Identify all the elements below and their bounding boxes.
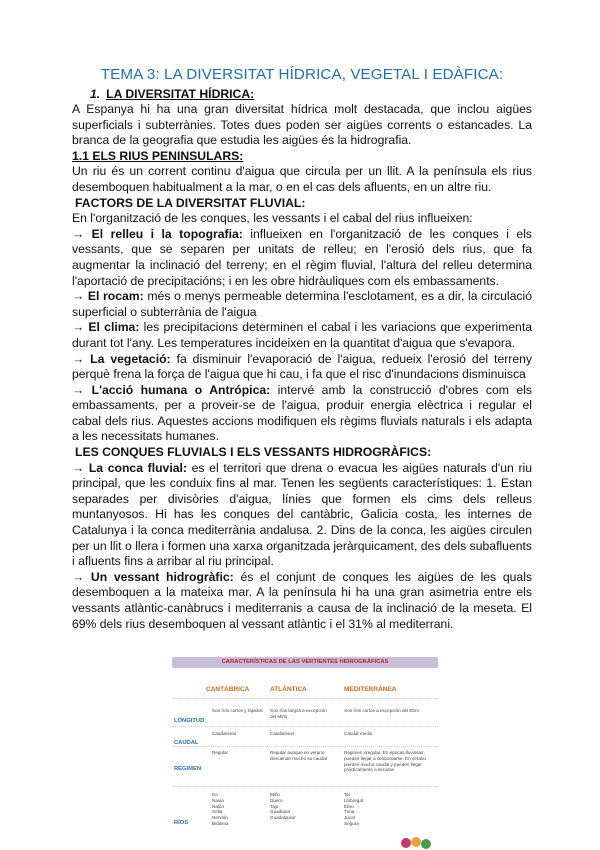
section-1-1-heading: 1.1 ELS RIUS PENINSULARS: — [72, 148, 244, 163]
table-cell: Regular — [212, 750, 229, 755]
factor-label: → L'acció humana o Antrópica: — [72, 382, 271, 397]
factor-text: fa disminuir l'evaporació de l'aigua, redueix l'erosió del terreny perquè frena la força de l'aigua que hi cau, i fa que el risc d'inundacions disminuisca — [72, 351, 532, 382]
row-header-regimen: RÉGIMEN — [174, 766, 202, 772]
row-divider — [172, 786, 438, 787]
factor-text: intervé amb la construcció d'obres com els embassaments, per a proveir-se de l'aigua, produir energia elèctrica i regular el cabal dels rius. Aquestes accions modifiquen els règims fluvials naturals i els adapta a les necessitats humanes. — [72, 382, 532, 444]
table-cell: Son ríos cortos y rápidos — [212, 708, 263, 713]
factor-text: influeixen en l'organització de les conques i els vessants, que se separen per unitats de relleu; en l'erosió dels rius, que fa augmentar la inclinació del terreny; en el règim fluvial, l'altura del relleu determina l'aportació de precipitacións; i en les obre hidràuliques com els embassaments. — [72, 226, 532, 288]
vessant-text: és el conjunt de conques les aigües de les quals desemboquen a la mateixa mar. A la península hi ha una gran asimetria entre els vessants atlàntic-canàbrucs i mediterranis a causa de la inclinació de la meseta. El 69% dels rius desemboquen al vessant atlàntic i el 31% al mediterrani. — [72, 569, 533, 631]
table-cell: Régimen irregular. En épocas lluviosas pueden llegar a desbordarse. En verano pierden mucho caudal y pueden llegar prácticamente a secarse — [344, 750, 426, 773]
row-divider — [172, 698, 438, 699]
table-cell: Eo Navia Nalón Sella Nervión Bidasoa — [212, 792, 229, 826]
conca-fluvial — [72, 461, 532, 570]
factor-accio-humana — [72, 383, 532, 445]
heading-1-text: LA DIVERSITAT HÍDRICA: — [106, 87, 255, 101]
table-cell: Caudal medio — [344, 731, 373, 736]
conca-text: es el territori que drena o evacua les aigües naturals d'un riu principal, que les conduix fins al mar. Tenen les següents característiques: 1. Estan separades per divisòries d'aigua, línies que formen els cims dels relleus muntanyosos. Hi has les conques del cantàbric, Galicia costa, les internes de Catalunya i la conca mediterrània andalusa. 2. Dins de la conca, les aigües circulen per un llit o llera i formen una xarxa organitzada jeràrquicament, des dels subafluents i afluents fins a arribar al riu principal. — [72, 460, 532, 569]
factor-label: → El relleu i la topografia: — [72, 226, 243, 241]
factor-vegetacio — [72, 352, 532, 383]
factor-rocam — [72, 289, 532, 320]
col-header-mediterranea: MEDITERRÁNEA — [344, 686, 397, 693]
row-header-longitud: LONGITUD — [174, 718, 205, 724]
factor-text: més o menys permeable determina l'esclotament, es a dir, la circulació superficial o subterrània de l'aigua — [72, 289, 532, 319]
intro-paragraph: A Espanya hi ha una gran diversitat hídrica molt destacada, que inclou aigües superficials i subterrànies. Totes dues poden ser aigües corrents o estancades. La branca de la geografia que estudia les aigües és la hidrografia. — [72, 102, 532, 148]
factor-text: les precipitacions determinen el cabal i les variacions que experimenta durant tot l'any. Les temperatures incideixen en la quantitat d'aigua que s'evapora. — [72, 320, 533, 350]
factor-clima — [72, 320, 532, 351]
heading-1-number: 1. — [90, 87, 101, 101]
vessant-hidrografic — [72, 570, 532, 632]
table-cell: Caudalosos — [270, 731, 295, 736]
document-page — [72, 66, 532, 632]
conques-heading: LES CONQUES FLUVIALS I ELS VESSANTS HIDROGRÀFICS: — [75, 445, 432, 460]
river-definition: Un riu és un corrent continu d'aigua que circula per un llit. A la península els rius desemboquen habitualment a la mar, o en el cas dels afluents, en un altre riu. — [72, 164, 532, 194]
factor-label: → La vegetació: — [72, 351, 171, 366]
vessant-label: → Un vessant hidrogràfic: — [72, 569, 234, 584]
row-header-rios: RÍOS — [174, 820, 189, 826]
page-title: TEMA 3: LA DIVERSITAT HÍDRICA, VEGETAL I EDÀFICA: — [100, 66, 504, 83]
factor-relleu — [72, 227, 532, 289]
table-cell: Son ríos cortos a excepción del Ebro — [344, 708, 420, 713]
conca-label: → La conca fluvial: — [72, 460, 187, 475]
vertientes-table-image — [172, 657, 438, 843]
factor-label: → El clima: — [72, 320, 140, 335]
col-header-cantabrica: CANTÁBRICA — [206, 686, 250, 693]
table-cell: Caudalosos — [212, 731, 237, 736]
row-divider — [172, 746, 438, 747]
factors-heading: FACTORS DE LA DIVERSITAT FLUVIAL: — [75, 195, 306, 210]
table-cell: Son ríos largos a excepción del Miño — [270, 708, 327, 719]
factor-label: → El rocam: — [72, 289, 144, 304]
heading-1 — [90, 87, 532, 101]
factors-intro: En l'organització de les conques, les vessants i el cabal del rius influeixen: — [72, 211, 473, 226]
col-header-atlantica: ATLÁNTICA — [270, 686, 307, 693]
table-cell: Regular aunque en verano desciende mucho su caudal — [270, 750, 327, 761]
row-divider — [172, 726, 438, 727]
table-title: CARACTERÍSTICAS DE LAS VERTIENTES HIDROGRÁFICAS — [172, 657, 438, 668]
row-header-caudal: CAUDAL — [174, 740, 199, 746]
table-cell: Miño Duero Tajo Guadiana Guadalquivir — [270, 792, 296, 821]
table-cell: Ter Llobregat Ebro Turia Júcar Segura — [344, 792, 364, 826]
